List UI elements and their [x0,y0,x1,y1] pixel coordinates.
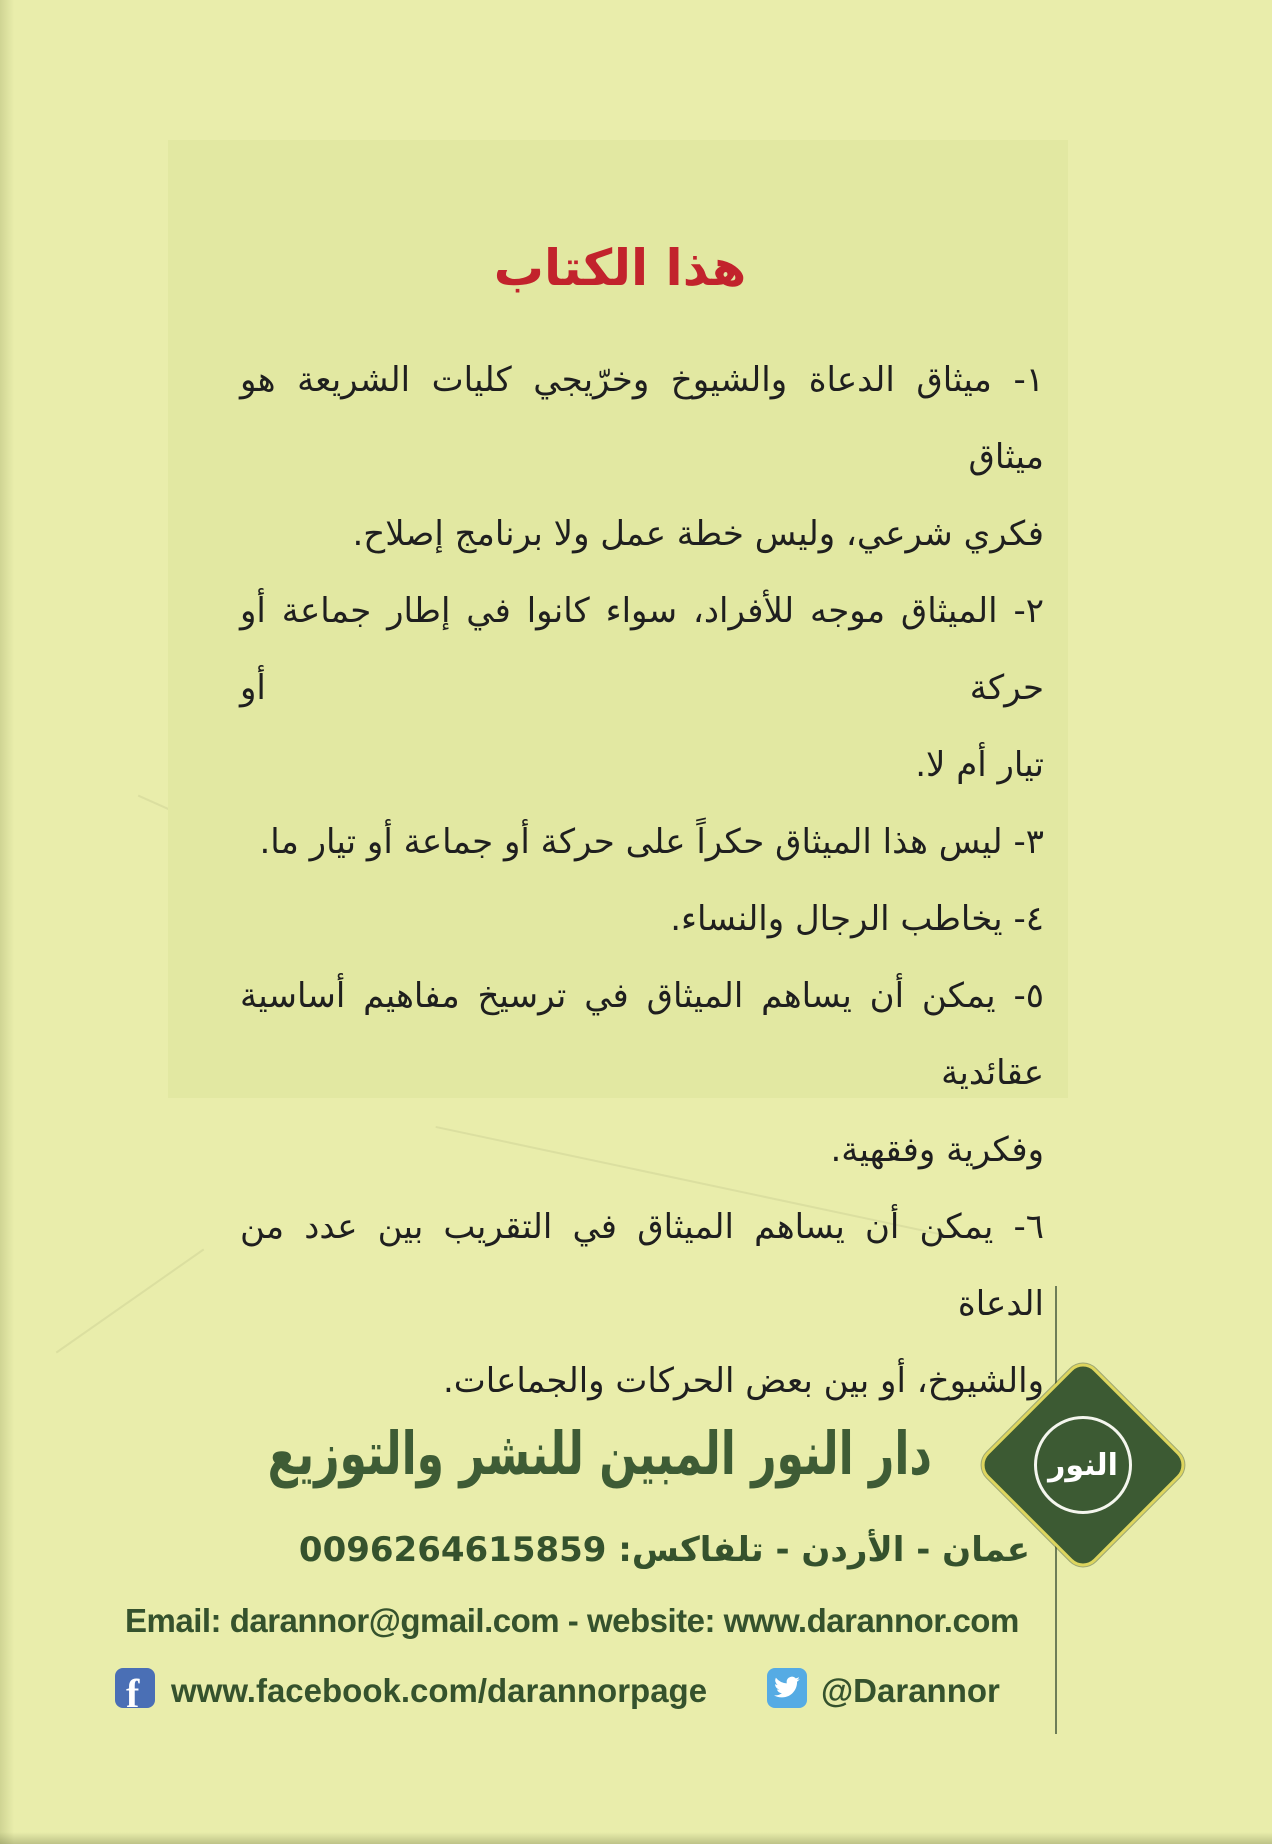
blurb-title: هذا الكتاب [493,239,747,297]
twitter-bird-glyph [773,1676,801,1700]
publisher-logo-emblem [1009,1391,1157,1539]
blurb-point-4: ٤- يخاطب الرجال والنساء. [670,899,1044,939]
blurb-point-2-line-1: ٢- الميثاق موجه للأفراد، سواء كانوا في إطار جماعة أو حركة أو [240,591,1044,708]
blurb-point-1-line-1: ١- ميثاق الدعاة والشيوخ وخرّيجي كليات الشريعة هو ميثاق [240,360,1044,477]
blurb-point-2-line-2: تيار أم لا. [915,745,1044,785]
twitter-handle: @Darannor [821,1672,1000,1709]
blurb-point-1-line-2: فكري شرعي، وليس خطة عمل ولا برنامج إصلاح. [352,514,1044,554]
facebook-icon: f [115,1668,155,1708]
blurb-point-6-line-1: ٦- يمكن أن يساهم الميثاق في التقريب بين عدد من الدعاة [240,1207,1044,1324]
publisher-email-website: Email: darannor@gmail.com - website: www.darannor.com [125,1602,1019,1639]
blurb-text-block [240,342,1044,1420]
scan-edge-shadow-left [0,0,14,1844]
blurb-point-5-line-2: وفكرية وفقهية. [830,1130,1044,1170]
scan-edge-shadow-bottom [0,1832,1272,1844]
facebook-url: www.facebook.com/darannorpage [171,1672,708,1709]
blurb-point-3: ٣- ليس هذا الميثاق حكراً على حركة أو جماعة أو تيار ما. [259,822,1044,862]
publisher-logo-ring [1034,1416,1132,1514]
blurb-point-6-line-2: والشيوخ، أو بين بعض الحركات والجماعات. [442,1361,1044,1401]
publisher-social-row [115,1666,1065,1714]
twitter-icon [767,1668,807,1708]
publisher-name-calligraphy: دار النور المبين للنشر والتوزيع [267,1420,932,1489]
publisher-address-phone: عمان - الأردن - تلفاكس: 0096264615859 [298,1530,1030,1570]
scan-crease-mark [56,1249,205,1354]
publisher-logo-word: النور [1048,1447,1118,1483]
blurb-point-5-line-1: ٥- يمكن أن يساهم الميثاق في ترسيخ مفاهيم أساسية عقائدية [240,976,1044,1093]
